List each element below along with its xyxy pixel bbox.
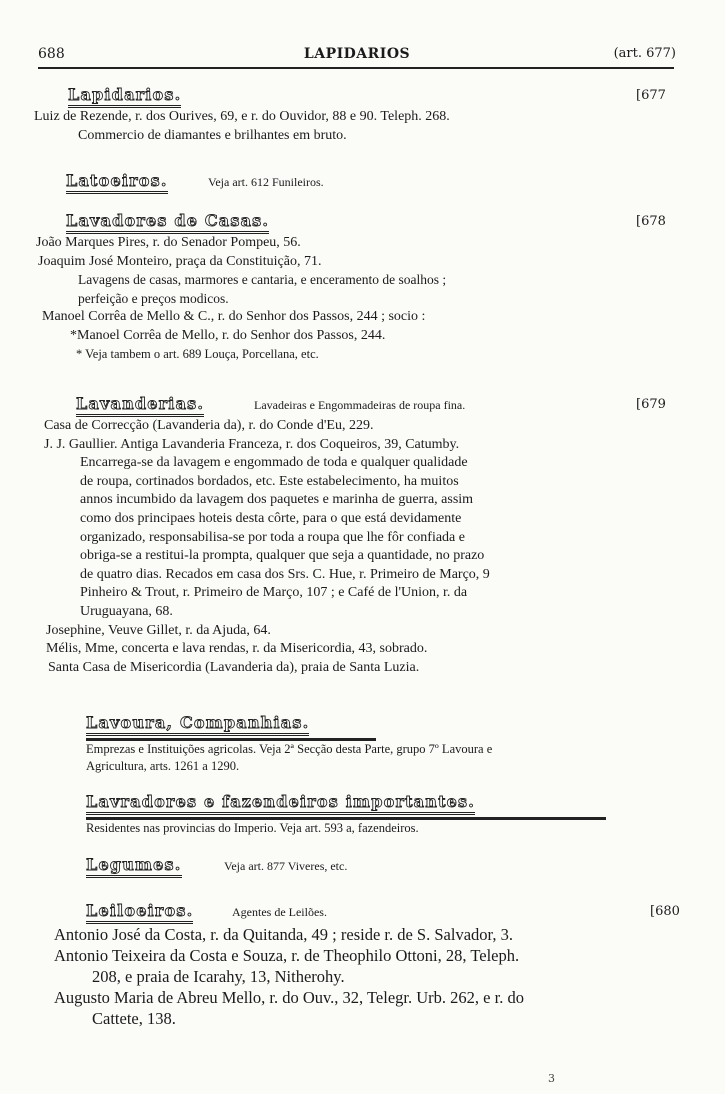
section-number: [679 <box>636 397 666 412</box>
list-item: de quatro dias. Recados em casa dos Srs. C. Hue, r. Primeiro de Março, 9 <box>80 566 490 582</box>
list-item: Luiz de Rezende, r. dos Ourives, 69, e r. do Ouvidor, 88 e 90. Teleph. 268. <box>34 109 450 124</box>
section-heading: Lapidarios. <box>68 86 181 108</box>
section-lapidarios <box>0 86 725 145</box>
section-note: Lavadeiras e Engommadeiras de roupa fina. <box>254 398 466 412</box>
section-lavradores <box>0 793 725 837</box>
section-number: [680 <box>650 904 680 919</box>
list-item: Lavagens de casas, marmores e cantaria, e enceramento de soalhos ; <box>78 272 447 288</box>
list-item: J. J. Gaullier. Antiga Lavanderia Franceza, r. dos Coqueiros, 39, Catumby. <box>44 436 460 452</box>
list-item: * Veja tambem o art. 689 Louça, Porcellana, etc. <box>76 346 319 361</box>
list-item: 208, e praia de Icarahy, 13, Nitherohy. <box>92 967 345 986</box>
list-item: Residentes nas provincias do Imperio. Veja art. 593 a, fazendeiros. <box>86 821 419 835</box>
page-title: LAPIDARIOS <box>303 46 411 62</box>
section-heading: Legumes. <box>86 856 182 878</box>
list-item: Joaquim José Monteiro, praça da Constituição, 71. <box>38 253 322 269</box>
section-lavadores <box>0 212 725 363</box>
section-heading: Lavanderias. <box>76 395 204 417</box>
section-heading: Lavradores e fazendeiros importantes. <box>86 793 475 815</box>
list-item: Pinheiro & Trout, r. Primeiro de Março, 107 ; e Café de l'Union, r. da <box>80 585 468 601</box>
running-head <box>38 44 676 66</box>
page-number: 688 <box>38 46 65 62</box>
article-reference: (art. 677) <box>613 46 676 61</box>
list-item: obriga-se a restitui-la prompta, qualquer que seja a quantidade, no prazo <box>80 548 485 564</box>
section-note: Veja art. 877 Viveres, etc. <box>224 859 348 873</box>
section-heading: Lavoura, Companhias. <box>86 714 309 736</box>
list-item: Mélis, Mme, concerta e lava rendas, r. da Misericordia, 43, sobrado. <box>46 641 428 657</box>
list-item: João Marques Pires, r. do Senador Pompeu, 56. <box>36 235 301 250</box>
list-item: Cattete, 138. <box>92 1009 176 1028</box>
list-item: annos incumbido da lavagem dos paquetes e marinha de guerra, assim <box>80 492 474 508</box>
list-item: organizado, responsabilisa-se por toda a roupa que lhe fôr confiada e <box>80 529 465 545</box>
section-legumes <box>0 856 725 878</box>
list-item: Antonio Teixeira da Costa e Souza, r. de Theophilo Ottoni, 28, Teleph. <box>54 946 520 965</box>
list-item: *Manoel Corrêa de Mello, r. do Senhor dos Passos, 244. <box>70 327 386 343</box>
section-lavoura <box>0 714 725 775</box>
section-heading: Lavadores de Casas. <box>66 212 269 234</box>
section-note: Agentes de Leilões. <box>232 905 327 919</box>
list-item: Casa de Correcção (Lavanderia da), r. do Conde d'Eu, 229. <box>44 418 374 433</box>
list-item: perfeição e preços modicos. <box>78 290 229 306</box>
list-item: Encarrega-se da lavagem e engommado de toda e qualquer qualidade <box>80 455 468 471</box>
list-item: Augusto Maria de Abreu Mello, r. do Ouv., 32, Telegr. Urb. 262, e r. do <box>54 988 524 1007</box>
section-heading: Latoeiros. <box>66 172 168 194</box>
section-leiloeiros <box>0 902 725 1029</box>
list-item: Manoel Corrêa de Mello & C., r. do Senhor dos Passos, 244 ; socio : <box>42 309 426 325</box>
section-note: Veja art. 612 Funileiros. <box>208 175 324 189</box>
list-item: Emprezas e Instituições agricolas. Veja 2ª Secção desta Parte, grupo 7º Lavoura e <box>86 742 493 756</box>
list-item: de roupa, cortinados bordados, etc. Este estabelecimento, ha muitos <box>80 473 459 489</box>
list-item: Uruguayana, 68. <box>80 603 173 619</box>
section-heading: Leiloeiros. <box>86 902 193 924</box>
list-item: Commercio de diamantes e brilhantes em bruto. <box>78 127 347 143</box>
section-number: [677 <box>636 88 666 103</box>
section-number: [678 <box>636 214 666 229</box>
list-item: Santa Casa de Misericordia (Lavanderia da), praia de Santa Luzia. <box>48 659 420 675</box>
list-item: Josephine, Veuve Gillet, r. da Ajuda, 64. <box>46 622 271 638</box>
list-item: Antonio José da Costa, r. da Quitanda, 49 ; reside r. de S. Salvador, 3. <box>54 925 513 944</box>
footer-mark: 3 <box>548 1072 555 1085</box>
section-lavanderias <box>0 395 725 677</box>
list-item: como dos principaes hoteis desta côrte, para o que está devidamente <box>80 510 462 526</box>
list-item: Agricultura, arts. 1261 a 1290. <box>86 759 240 773</box>
header-rule <box>38 67 674 69</box>
section-latoeiros <box>0 172 725 194</box>
